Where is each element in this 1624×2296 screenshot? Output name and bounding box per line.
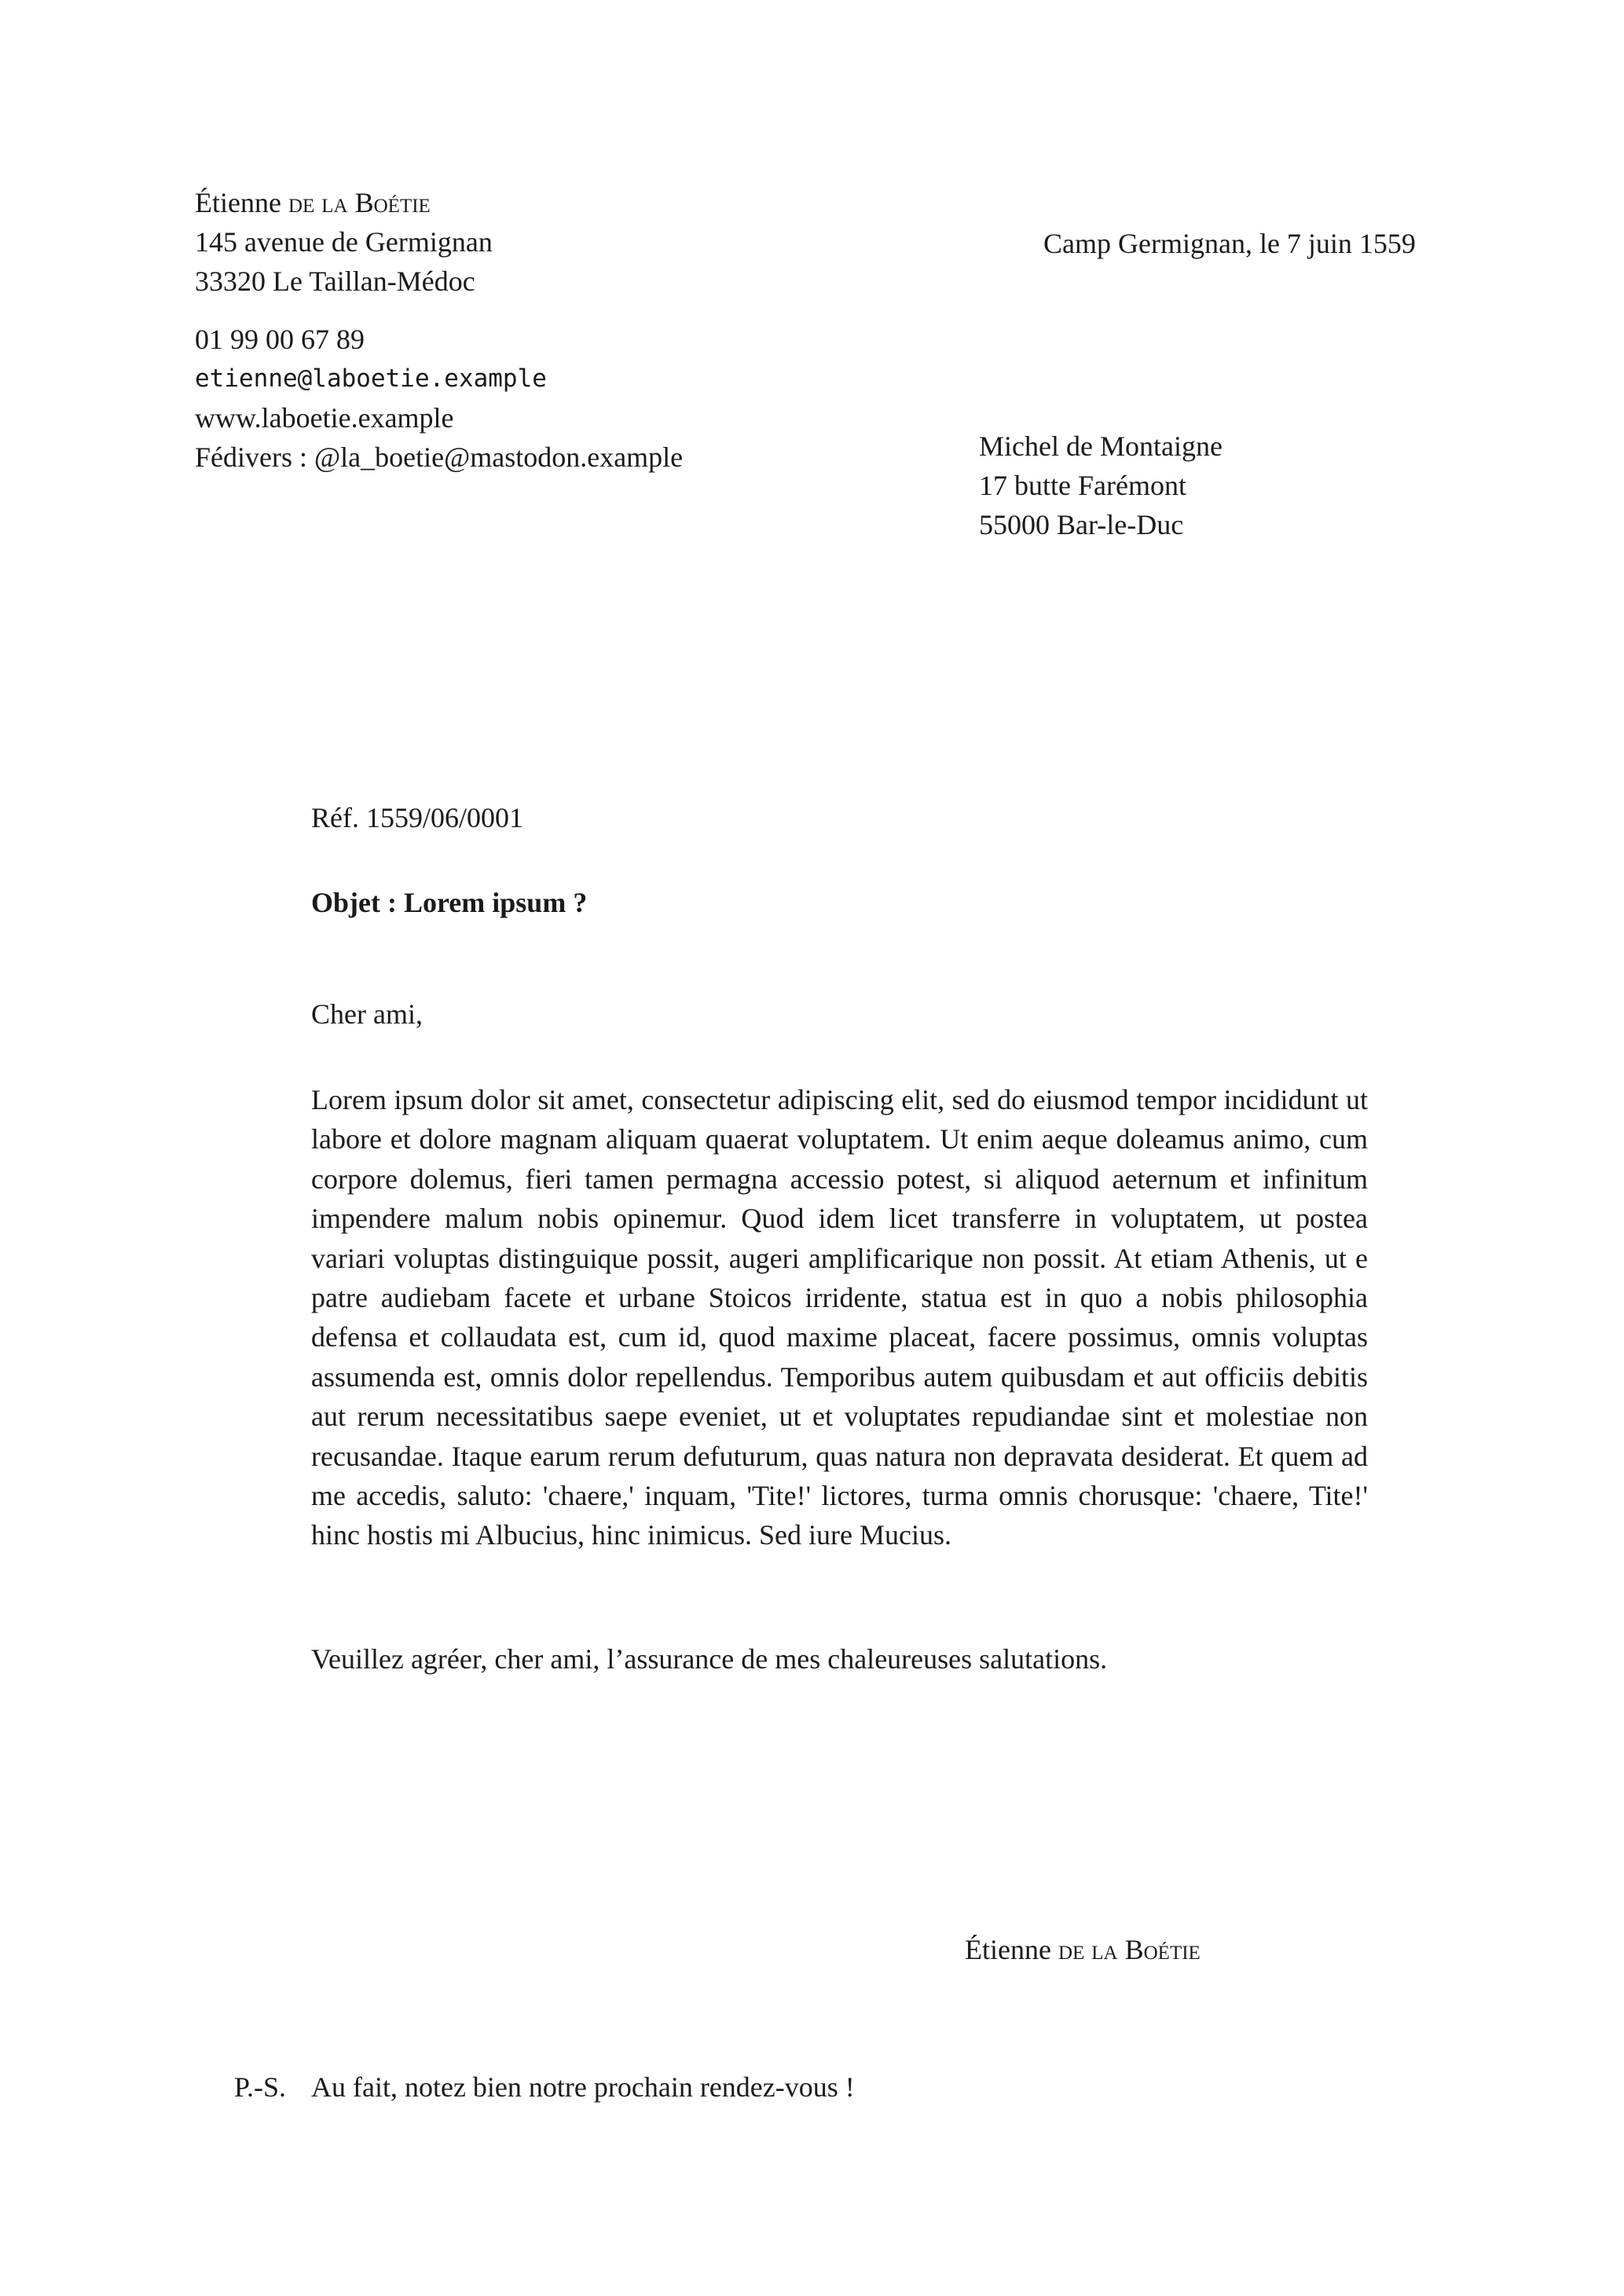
sender-last-name: de la Boétie: [288, 187, 431, 218]
place-date: Camp Germignan, le 7 juin 1559: [1043, 228, 1416, 259]
reference: Réf. 1559/06/0001: [311, 802, 523, 833]
sender-phone: 01 99 00 67 89: [195, 324, 365, 355]
postscript-label: P.-S.: [234, 2071, 287, 2103]
salutation: Cher ami,: [311, 998, 423, 1030]
sender-name: Étienne de la Boétie: [195, 187, 431, 218]
letter-body: Lorem ipsum dolor sit amet, consectetur adipiscing elit, sed do eiusmod tempor incididunt ut labore et dolore magnam aliquam quaerat voluptatem. Ut enim aeque doleamus animo, cum corpore dolemus, fieri tamen permagna accessio potest, si aliquod aeternum et infinitum impendere malum nobis opinemur. Quod idem licet transferre in voluptatem, ut postea variari voluptas distinguique possit, augeri amplificarique non possit. At etiam Athenis, ut e patre audiebam facete et urbane Stoicos irridente, statua est in quo a nobis philosophia defensa et collaudata est, cum id, quod maxime placeat, facere possimus, omnis voluptas assumenda est, omnis dolor repellendus. Temporibus autem quibusdam et aut officiis debitis aut rerum necessitatibus saepe eveniet, ut et voluptates repudiandae sint et molestiae non recusandae. Itaque earum rerum defuturum, quas natura non depravata desiderat. Et quem ad me accedis, saluto: 'chaere,' inquam, 'Tite!' lictores, turma omnis chorusque: 'chaere, Tite!' hinc hostis mi Albucius, hinc inimicus. Sed iure Mucius.: [311, 1084, 1368, 1551]
postscript-text: Au fait, notez bien notre prochain rendez-vous !: [311, 2071, 855, 2103]
subject: Objet : Lorem ipsum ?: [311, 887, 588, 918]
sender-contact: [195, 320, 683, 477]
recipient-street: 17 butte Farémont: [979, 470, 1186, 501]
recipient-city: 55000 Bar-le-Duc: [979, 509, 1184, 540]
sender-city: 33320 Le Taillan-Médoc: [195, 265, 475, 297]
recipient-name: Michel de Montaigne: [979, 430, 1223, 462]
closing: Veuillez agréer, cher ami, l’assurance de mes chaleureuses salutations.: [311, 1643, 1108, 1675]
sender-address: [195, 183, 493, 301]
recipient-address: [979, 427, 1223, 544]
sender-website: www.laboetie.example: [195, 402, 454, 434]
sender-fediverse: Fédivers : @la_boetie@mastodon.example: [195, 441, 684, 473]
signature-last-name: de la Boétie: [1058, 1934, 1201, 1965]
sender-email: etienne@laboetie.example: [195, 364, 547, 393]
sender-street: 145 avenue de Germignan: [195, 226, 493, 258]
signature: Étienne de la Boétie: [965, 1934, 1201, 1965]
